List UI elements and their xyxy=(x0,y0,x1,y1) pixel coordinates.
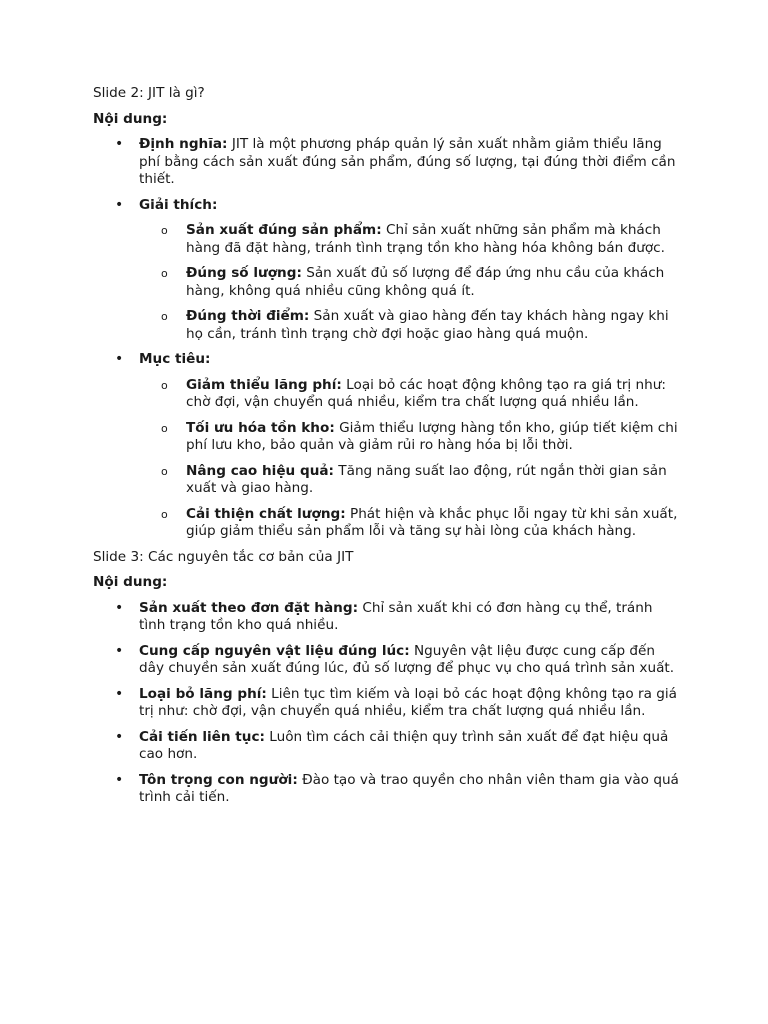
list-item: • Loại bỏ lãng phí: Liên tục tìm kiếm và loại bỏ các hoạt động không tạo ra giá trị như: chờ đợi, vận chuyển quá nhiều, kiểm tra chất lượng quá nhiều lần. xyxy=(93,686,683,721)
sub-list-item: o Nâng cao hiệu quả: Tăng năng suất lao động, rút ngắn thời gian sản xuất và giao hàng. xyxy=(139,463,683,498)
list-item-definition: • Định nghĩa: JIT là một phương pháp quản lý sản xuất nhằm giảm thiểu lãng phí bằng cách sản xuất đúng sản phẩm, đúng số lượng, tại đúng thời điểm cần thiết. xyxy=(93,136,683,189)
slide2-content-label: Nội dung: xyxy=(93,110,168,127)
slide2-list xyxy=(93,136,683,541)
slide3-heading: Slide 3: Các nguyên tắc cơ bản của JIT xyxy=(93,548,354,565)
list-item-goals: • Mục tiêu: o Giảm thiểu lãng phí: Loại bỏ các hoạt động không tạo ra giá trị như: chờ đợi, vận chuyển quá nhiều, kiểm tra chất lượng quá nhiều lần. o Tối ưu hóa tồn kho: Giảm thiểu lượng hàng tồn kho, giúp tiết kiệm chi phí lưu kho, bảo quản và giảm rủi ro hàng hóa bị lỗi thời. o Nâng cao hiệu quả: Tăng năng suất lao động, rút ngắn thời gian sản xuất và giao hàng. o Cải thiện chất lượng: Phát hiện và khắc phục lỗi ngay từ khi sản xuất, giúp giảm thiểu sản phẩm lỗi và tăng sự hài lòng của khách hàng. xyxy=(93,351,683,541)
list-item: • Cung cấp nguyên vật liệu đúng lúc: Nguyên vật liệu được cung cấp đến dây chuyền sản xuất đúng lúc, đủ số lượng để phục vụ cho quá trình sản xuất. xyxy=(93,643,683,678)
document-page xyxy=(93,85,683,815)
explanation-sublist xyxy=(139,222,683,343)
slide2-heading: Slide 2: JIT là gì? xyxy=(93,85,205,101)
sub-list-item: o Cải thiện chất lượng: Phát hiện và khắc phục lỗi ngay từ khi sản xuất, giúp giảm thiểu sản phẩm lỗi và tăng sự hài lòng của khách hàng. xyxy=(139,506,683,541)
sub-list-item: o Đúng thời điểm: Sản xuất và giao hàng đến tay khách hàng ngay khi họ cần, tránh tình trạng chờ đợi hoặc giao hàng quá muộn. xyxy=(139,308,683,343)
list-item: • Cải tiến liên tục: Luôn tìm cách cải thiện quy trình sản xuất để đạt hiệu quả cao hơn. xyxy=(93,729,683,764)
slide3-list xyxy=(93,600,683,807)
sub-list-item: o Đúng số lượng: Sản xuất đủ số lượng để đáp ứng nhu cầu của khách hàng, không quá nhiều cũng không quá ít. xyxy=(139,265,683,300)
list-item: • Sản xuất theo đơn đặt hàng: Chỉ sản xuất khi có đơn hàng cụ thể, tránh tình trạng tồn kho quá nhiều. xyxy=(93,600,683,635)
sub-list-item: o Sản xuất đúng sản phẩm: Chỉ sản xuất những sản phẩm mà khách hàng đã đặt hàng, tránh tình trạng tồn kho hàng hóa không bán được. xyxy=(139,222,683,257)
list-item-explanation: • Giải thích: o Sản xuất đúng sản phẩm: Chỉ sản xuất những sản phẩm mà khách hàng đã đặt hàng, tránh tình trạng tồn kho hàng hóa không bán được. o Đúng số lượng: Sản xuất đủ số lượng để đáp ứng nhu cầu của khách hàng, không quá nhiều cũng không quá ít. o Đúng thời điểm: Sản xuất và giao hàng đến tay khách hàng ngay khi họ cần, tránh tình trạng chờ đợi hoặc giao hàng quá muộn. xyxy=(93,197,683,344)
goals-sublist xyxy=(139,377,683,541)
list-item: • Tôn trọng con người: Đào tạo và trao quyền cho nhân viên tham gia vào quá trình cải tiến. xyxy=(93,772,683,807)
slide3-content-label: Nội dung: xyxy=(93,574,168,590)
sub-list-item: o Tối ưu hóa tồn kho: Giảm thiểu lượng hàng tồn kho, giúp tiết kiệm chi phí lưu kho, bảo quản và giảm rủi ro hàng hóa bị lỗi thời. xyxy=(139,420,683,455)
sub-list-item: o Giảm thiểu lãng phí: Loại bỏ các hoạt động không tạo ra giá trị như: chờ đợi, vận chuyển quá nhiều, kiểm tra chất lượng quá nhiều lần. xyxy=(139,377,683,412)
